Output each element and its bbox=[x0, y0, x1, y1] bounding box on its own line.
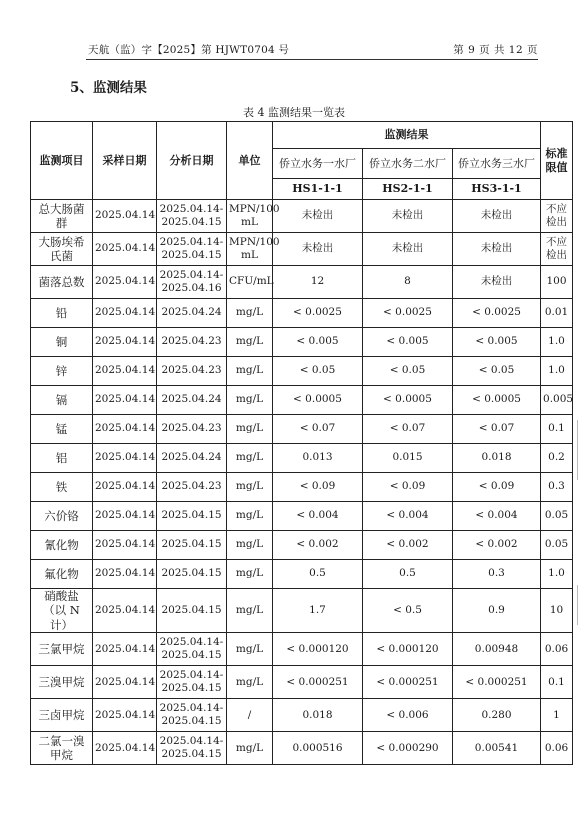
row-value-plant-3: 0.280 bbox=[453, 699, 541, 732]
row-analysis-date: 2025.04.14-2025.04.15 bbox=[157, 666, 227, 699]
row-limit: 1.0 bbox=[541, 357, 573, 386]
row-value-plant-3: < 0.07 bbox=[453, 415, 541, 444]
col-header-item: 监测项目 bbox=[31, 122, 93, 200]
table-row bbox=[31, 444, 573, 473]
page-number: 第 9 页 共 12 页 bbox=[453, 44, 538, 56]
row-unit: mg/L bbox=[227, 589, 273, 633]
page-header bbox=[88, 40, 538, 58]
table-row bbox=[31, 666, 573, 699]
row-limit: 不应检出 bbox=[541, 200, 573, 233]
row-item: 六价铬 bbox=[31, 502, 93, 531]
row-value-plant-1: 0.000516 bbox=[273, 732, 363, 765]
row-unit: mg/L bbox=[227, 633, 273, 666]
row-value-plant-3: 0.00541 bbox=[453, 732, 541, 765]
col-header-results: 监测结果 bbox=[273, 122, 541, 149]
row-item: 菌落总数 bbox=[31, 266, 93, 299]
row-analysis-date: 2025.04.15 bbox=[157, 560, 227, 589]
table-row bbox=[31, 415, 573, 444]
row-value-plant-2: < 0.002 bbox=[363, 531, 453, 560]
table-row bbox=[31, 560, 573, 589]
scan-edge-mark bbox=[577, 585, 584, 625]
row-sample-date: 2025.04.14 bbox=[93, 357, 157, 386]
row-analysis-date: 2025.04.14-2025.04.15 bbox=[157, 200, 227, 233]
row-analysis-date: 2025.04.14-2025.04.15 bbox=[157, 699, 227, 732]
row-value-plant-3: < 0.004 bbox=[453, 502, 541, 531]
row-value-plant-2: < 0.07 bbox=[363, 415, 453, 444]
row-value-plant-3: < 0.0025 bbox=[453, 299, 541, 328]
row-analysis-date: 2025.04.23 bbox=[157, 328, 227, 357]
row-unit: mg/L bbox=[227, 560, 273, 589]
row-value-plant-1: < 0.005 bbox=[273, 328, 363, 357]
row-value-plant-2: < 0.000251 bbox=[363, 666, 453, 699]
row-analysis-date: 2025.04.14-2025.04.15 bbox=[157, 633, 227, 666]
row-item: 氟化物 bbox=[31, 560, 93, 589]
row-limit: 0.2 bbox=[541, 444, 573, 473]
col-header-sample-date: 采样日期 bbox=[93, 122, 157, 200]
row-unit: mg/L bbox=[227, 328, 273, 357]
row-item: 三卤甲烷 bbox=[31, 699, 93, 732]
table-row bbox=[31, 699, 573, 732]
row-analysis-date: 2025.04.24 bbox=[157, 299, 227, 328]
table-row bbox=[31, 502, 573, 531]
row-unit: MPN/100 mL bbox=[227, 200, 273, 233]
row-value-plant-1: < 0.07 bbox=[273, 415, 363, 444]
row-value-plant-2: < 0.005 bbox=[363, 328, 453, 357]
row-value-plant-3: 0.018 bbox=[453, 444, 541, 473]
row-sample-date: 2025.04.14 bbox=[93, 633, 157, 666]
table-row bbox=[31, 266, 573, 299]
row-analysis-date: 2025.04.23 bbox=[157, 415, 227, 444]
row-value-plant-3: 未检出 bbox=[453, 233, 541, 266]
row-item: 铁 bbox=[31, 473, 93, 502]
row-analysis-date: 2025.04.15 bbox=[157, 531, 227, 560]
row-limit: 0.06 bbox=[541, 633, 573, 666]
row-limit: 0.05 bbox=[541, 531, 573, 560]
col-header-plant-1: 侨立水务一水厂 bbox=[273, 149, 363, 179]
row-value-plant-2: < 0.0025 bbox=[363, 299, 453, 328]
table-row bbox=[31, 633, 573, 666]
results-table-body bbox=[31, 200, 573, 765]
row-sample-date: 2025.04.14 bbox=[93, 560, 157, 589]
row-unit: mg/L bbox=[227, 531, 273, 560]
row-limit: 1.0 bbox=[541, 560, 573, 589]
row-value-plant-3: < 0.09 bbox=[453, 473, 541, 502]
row-value-plant-3: < 0.005 bbox=[453, 328, 541, 357]
row-unit: mg/L bbox=[227, 415, 273, 444]
row-value-plant-1: 未检出 bbox=[273, 233, 363, 266]
row-value-plant-2: < 0.006 bbox=[363, 699, 453, 732]
row-value-plant-2: < 0.000290 bbox=[363, 732, 453, 765]
row-value-plant-2: < 0.000120 bbox=[363, 633, 453, 666]
table-row bbox=[31, 200, 573, 233]
row-value-plant-1: < 0.0025 bbox=[273, 299, 363, 328]
row-sample-date: 2025.04.14 bbox=[93, 328, 157, 357]
row-item: 硝酸盐（以 N 计） bbox=[31, 589, 93, 633]
row-item: 三氯甲烷 bbox=[31, 633, 93, 666]
row-value-plant-2: 8 bbox=[363, 266, 453, 299]
row-analysis-date: 2025.04.15 bbox=[157, 502, 227, 531]
row-limit: 不应检出 bbox=[541, 233, 573, 266]
row-value-plant-1: 0.018 bbox=[273, 699, 363, 732]
table-row bbox=[31, 386, 573, 415]
row-sample-date: 2025.04.14 bbox=[93, 386, 157, 415]
row-value-plant-2: < 0.004 bbox=[363, 502, 453, 531]
table-row bbox=[31, 328, 573, 357]
table-row bbox=[31, 732, 573, 765]
row-value-plant-2: 0.015 bbox=[363, 444, 453, 473]
row-value-plant-3: < 0.000251 bbox=[453, 666, 541, 699]
row-sample-date: 2025.04.14 bbox=[93, 732, 157, 765]
col-header-analysis-date: 分析日期 bbox=[157, 122, 227, 200]
row-value-plant-1: < 0.09 bbox=[273, 473, 363, 502]
row-value-plant-1: < 0.05 bbox=[273, 357, 363, 386]
row-analysis-date: 2025.04.14-2025.04.15 bbox=[157, 233, 227, 266]
row-value-plant-2: < 0.0005 bbox=[363, 386, 453, 415]
row-sample-date: 2025.04.14 bbox=[93, 266, 157, 299]
row-sample-date: 2025.04.14 bbox=[93, 200, 157, 233]
row-sample-date: 2025.04.14 bbox=[93, 531, 157, 560]
col-header-code-1: HS1-1-1 bbox=[273, 179, 363, 200]
row-item: 锌 bbox=[31, 357, 93, 386]
row-value-plant-3: 未检出 bbox=[453, 200, 541, 233]
row-unit: mg/L bbox=[227, 666, 273, 699]
row-sample-date: 2025.04.14 bbox=[93, 502, 157, 531]
row-unit: mg/L bbox=[227, 473, 273, 502]
row-value-plant-3: < 0.0005 bbox=[453, 386, 541, 415]
row-value-plant-3: 0.3 bbox=[453, 560, 541, 589]
row-item: 大肠埃希氏菌 bbox=[31, 233, 93, 266]
row-value-plant-1: 0.5 bbox=[273, 560, 363, 589]
row-item: 三溴甲烷 bbox=[31, 666, 93, 699]
row-unit: mg/L bbox=[227, 299, 273, 328]
col-header-plant-3: 侨立水务三水厂 bbox=[453, 149, 541, 179]
row-item: 镉 bbox=[31, 386, 93, 415]
row-limit: 0.1 bbox=[541, 415, 573, 444]
row-value-plant-1: < 0.004 bbox=[273, 502, 363, 531]
row-sample-date: 2025.04.14 bbox=[93, 444, 157, 473]
row-item: 铜 bbox=[31, 328, 93, 357]
row-value-plant-1: < 0.000120 bbox=[273, 633, 363, 666]
row-sample-date: 2025.04.14 bbox=[93, 473, 157, 502]
row-limit: 0.06 bbox=[541, 732, 573, 765]
row-analysis-date: 2025.04.14-2025.04.15 bbox=[157, 732, 227, 765]
row-unit: / bbox=[227, 699, 273, 732]
row-analysis-date: 2025.04.23 bbox=[157, 357, 227, 386]
row-unit: mg/L bbox=[227, 444, 273, 473]
row-limit: 100 bbox=[541, 266, 573, 299]
report-number: 天航（监）字【2025】第 HJWT0704 号 bbox=[88, 44, 290, 56]
header-rule bbox=[86, 59, 538, 60]
scan-edge-mark bbox=[577, 420, 584, 480]
row-limit: 1 bbox=[541, 699, 573, 732]
row-unit: CFU/mL bbox=[227, 266, 273, 299]
row-value-plant-1: < 0.002 bbox=[273, 531, 363, 560]
row-limit: 0.1 bbox=[541, 666, 573, 699]
row-limit: 0.3 bbox=[541, 473, 573, 502]
row-value-plant-3: < 0.05 bbox=[453, 357, 541, 386]
row-unit: mg/L bbox=[227, 732, 273, 765]
row-value-plant-3: < 0.002 bbox=[453, 531, 541, 560]
col-header-code-3: HS3-1-1 bbox=[453, 179, 541, 200]
row-value-plant-2: 未检出 bbox=[363, 200, 453, 233]
table-row bbox=[31, 233, 573, 266]
row-item: 锰 bbox=[31, 415, 93, 444]
row-sample-date: 2025.04.14 bbox=[93, 589, 157, 633]
row-value-plant-3: 0.9 bbox=[453, 589, 541, 633]
row-analysis-date: 2025.04.23 bbox=[157, 473, 227, 502]
row-value-plant-3: 0.00948 bbox=[453, 633, 541, 666]
row-value-plant-2: < 0.05 bbox=[363, 357, 453, 386]
row-value-plant-1: < 0.000251 bbox=[273, 666, 363, 699]
row-value-plant-2: 0.5 bbox=[363, 560, 453, 589]
row-value-plant-1: 12 bbox=[273, 266, 363, 299]
row-analysis-date: 2025.04.24 bbox=[157, 386, 227, 415]
row-limit: 10 bbox=[541, 589, 573, 633]
row-value-plant-2: 未检出 bbox=[363, 233, 453, 266]
row-unit: mg/L bbox=[227, 502, 273, 531]
row-value-plant-1: < 0.0005 bbox=[273, 386, 363, 415]
row-sample-date: 2025.04.14 bbox=[93, 415, 157, 444]
row-analysis-date: 2025.04.15 bbox=[157, 589, 227, 633]
table-row bbox=[31, 473, 573, 502]
row-item: 总大肠菌群 bbox=[31, 200, 93, 233]
row-sample-date: 2025.04.14 bbox=[93, 233, 157, 266]
row-item: 二氯一溴甲烷 bbox=[31, 732, 93, 765]
row-sample-date: 2025.04.14 bbox=[93, 666, 157, 699]
row-value-plant-1: 0.013 bbox=[273, 444, 363, 473]
row-analysis-date: 2025.04.24 bbox=[157, 444, 227, 473]
row-limit: 0.05 bbox=[541, 502, 573, 531]
row-value-plant-1: 未检出 bbox=[273, 200, 363, 233]
table-row bbox=[31, 357, 573, 386]
table-row bbox=[31, 531, 573, 560]
table-caption: 表 4 监测结果一览表 bbox=[243, 106, 345, 119]
col-header-plant-2: 侨立水务二水厂 bbox=[363, 149, 453, 179]
col-header-limit: 标准限值 bbox=[541, 122, 573, 200]
row-sample-date: 2025.04.14 bbox=[93, 699, 157, 732]
row-value-plant-2: < 0.5 bbox=[363, 589, 453, 633]
row-unit: mg/L bbox=[227, 357, 273, 386]
row-sample-date: 2025.04.14 bbox=[93, 299, 157, 328]
section-title: 5、监测结果 bbox=[70, 80, 147, 96]
row-unit: MPN/100 mL bbox=[227, 233, 273, 266]
table-row bbox=[31, 299, 573, 328]
table-row bbox=[31, 589, 573, 633]
col-header-unit: 单位 bbox=[227, 122, 273, 200]
row-limit: 1.0 bbox=[541, 328, 573, 357]
row-value-plant-1: 1.7 bbox=[273, 589, 363, 633]
row-limit: 0.005 bbox=[541, 386, 573, 415]
row-item: 铝 bbox=[31, 444, 93, 473]
row-value-plant-3: 未检出 bbox=[453, 266, 541, 299]
row-analysis-date: 2025.04.14-2025.04.16 bbox=[157, 266, 227, 299]
results-table bbox=[30, 121, 573, 765]
row-unit: mg/L bbox=[227, 386, 273, 415]
row-item: 氰化物 bbox=[31, 531, 93, 560]
row-item: 铅 bbox=[31, 299, 93, 328]
row-value-plant-2: < 0.09 bbox=[363, 473, 453, 502]
col-header-code-2: HS2-1-1 bbox=[363, 179, 453, 200]
row-limit: 0.01 bbox=[541, 299, 573, 328]
